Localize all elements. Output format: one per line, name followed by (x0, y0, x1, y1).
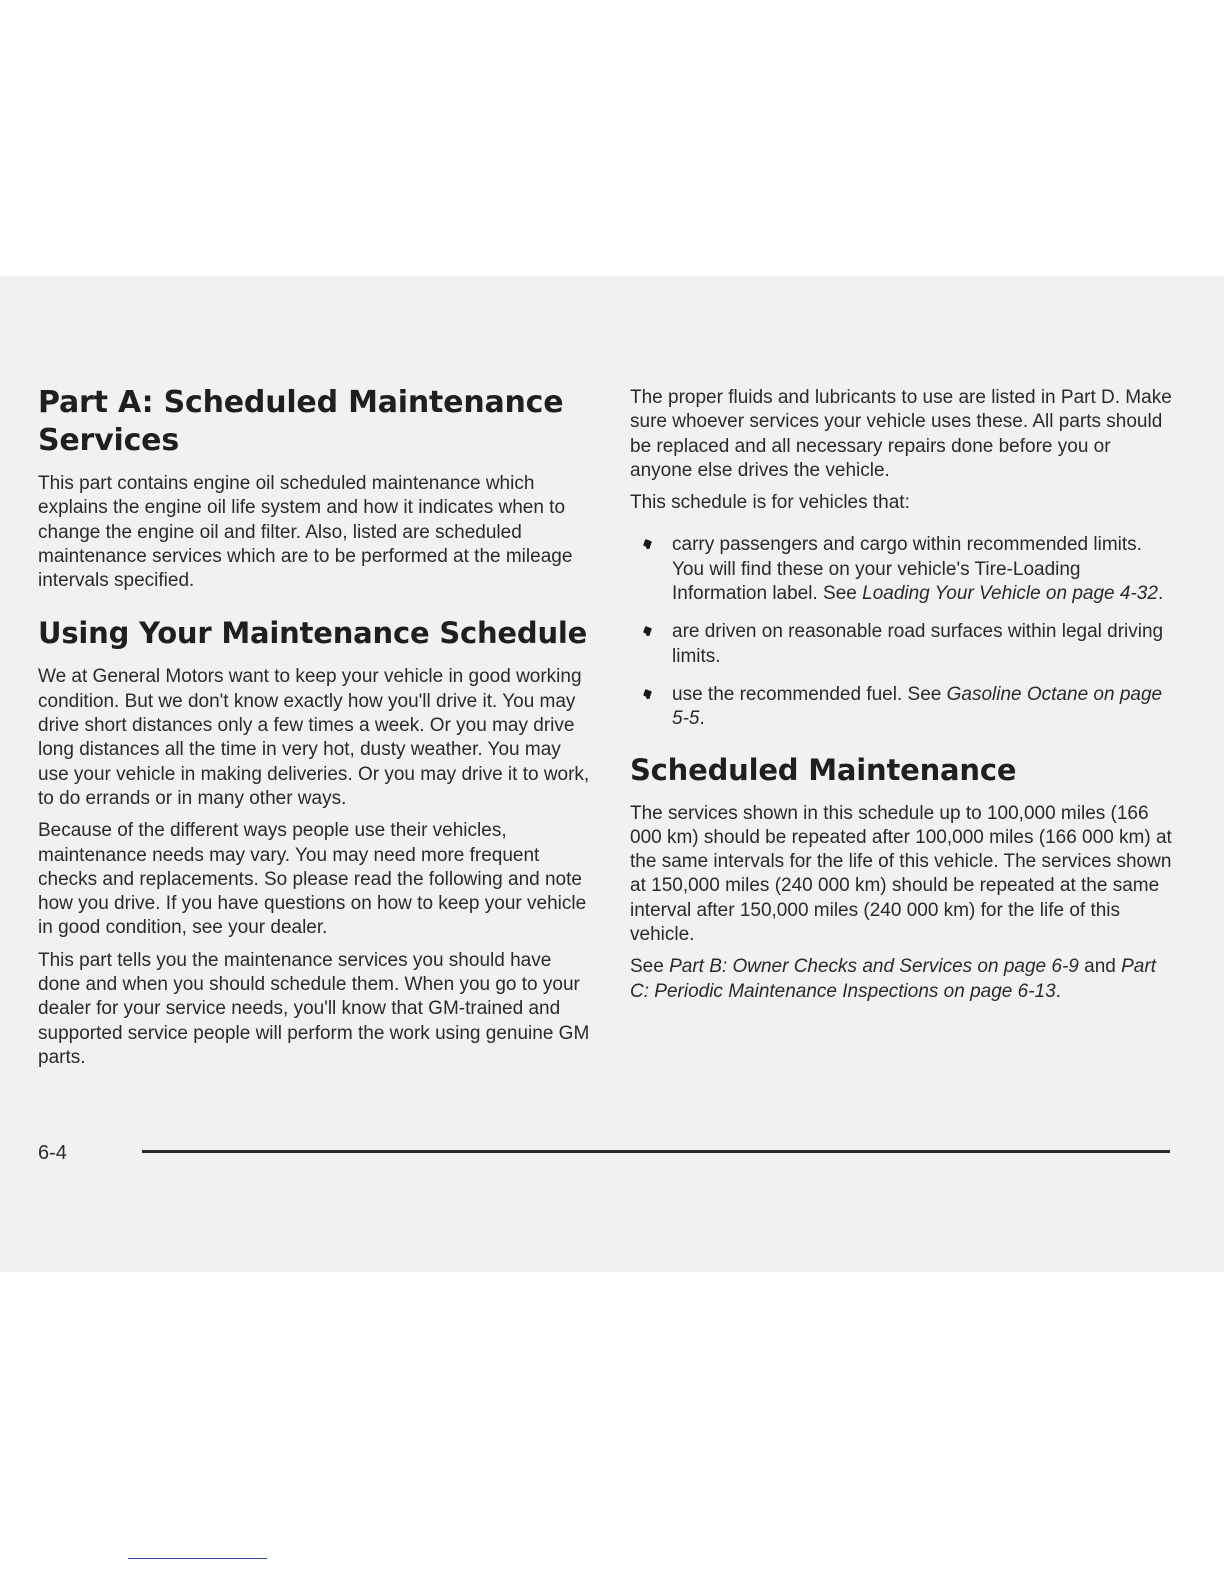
using-schedule-heading: Using Your Maintenance Schedule (38, 616, 588, 651)
cross-reference-part-b: Part B: Owner Checks and Services on page 6-9 (669, 956, 1079, 978)
using-paragraph-3: This part tells you the maintenance services you should have done and when you should schedule them. When you go to your dealer for your service needs, you'll know that GM-trained and supported service people will perform the work using genuine GM parts. (38, 949, 590, 1068)
scheduled-maintenance-heading: Scheduled Maintenance (630, 752, 1017, 787)
see-also-end: . (1055, 980, 1061, 1002)
see-text: See (630, 956, 670, 978)
scheduled-paragraph: The services shown in this schedule up to 100,000 miles (166 000 km) should be repeated after 100,000 miles (166 000 km) at the same intervals for the life of this vehicle. The services shown at 150,000 miles (240 000 km) should be repeated at the same interval after 150,000 miles (240 000 km) for the life of this vehicle. (630, 802, 1172, 946)
divider (128, 1558, 267, 1559)
page-number: 6-4 (38, 1142, 67, 1164)
bullet-text: are driven on reasonable road surfaces within legal driving limits. (672, 621, 1164, 667)
right-column (630, 386, 1174, 1004)
bullet-icon (644, 540, 652, 550)
cross-reference: Gasoline Octane on page 5-5 (672, 683, 1163, 730)
part-a-heading: Part A: Scheduled Maintenance Services (38, 385, 564, 458)
cross-reference: Loading Your Vehicle on page 4-32 (862, 583, 1158, 605)
bullet-end: . (1157, 583, 1164, 605)
using-paragraph-2: Because of the different ways people use their vehicles, maintenance needs may vary. You may need more frequent checks and replacements. So please read the following and note how you drive. If you have questions on how to keep your vehicle in good condition, see your dealer. (38, 820, 587, 939)
using-paragraph-1: We at General Motors want to keep your vehicle in good working condition. But we don't know exactly how you'll drive it. You may drive short distances only a few times a week. Or you may drive long distances all the time in very hot, dusty weather. You may use your vehicle in making deliveries. Or you may drive it to work, to do errands or in many other ways. (38, 666, 590, 809)
vehicle-conditions-list (630, 533, 1174, 731)
footer-rule (142, 1150, 1170, 1153)
schedule-intro: This schedule is for vehicles that: (630, 492, 910, 514)
list-item (630, 620, 1174, 669)
bullet-icon (644, 690, 652, 700)
list-item (630, 533, 1174, 606)
cross-reference-part-c: Part C: Periodic Maintenance Inspections on page 6-13 (630, 956, 1156, 1002)
bullet-text: use the recommended fuel. See (672, 683, 947, 705)
left-column (38, 384, 590, 1070)
list-item (630, 683, 1174, 732)
see-also-paragraph (630, 955, 1174, 1004)
bullet-end: . (699, 708, 705, 730)
bullet-text: carry passengers and cargo within recommended limits. You will find these on your vehicle's Tire-Loading Information label. See (672, 534, 1142, 605)
and-text: and (1078, 956, 1122, 978)
bullet-icon (644, 627, 652, 637)
part-a-paragraph: This part contains engine oil scheduled maintenance which explains the engine oil life system and how it indicates when to change the engine oil and filter. Also, listed are scheduled maintenance services which are to be performed at the mileage intervals specified. (38, 473, 573, 592)
fluids-paragraph: The proper fluids and lubricants to use are listed in Part D. Make sure whoever services your vehicle uses these. All parts should be replaced and all necessary repairs done before you or anyone else drives the vehicle. (630, 387, 1172, 481)
